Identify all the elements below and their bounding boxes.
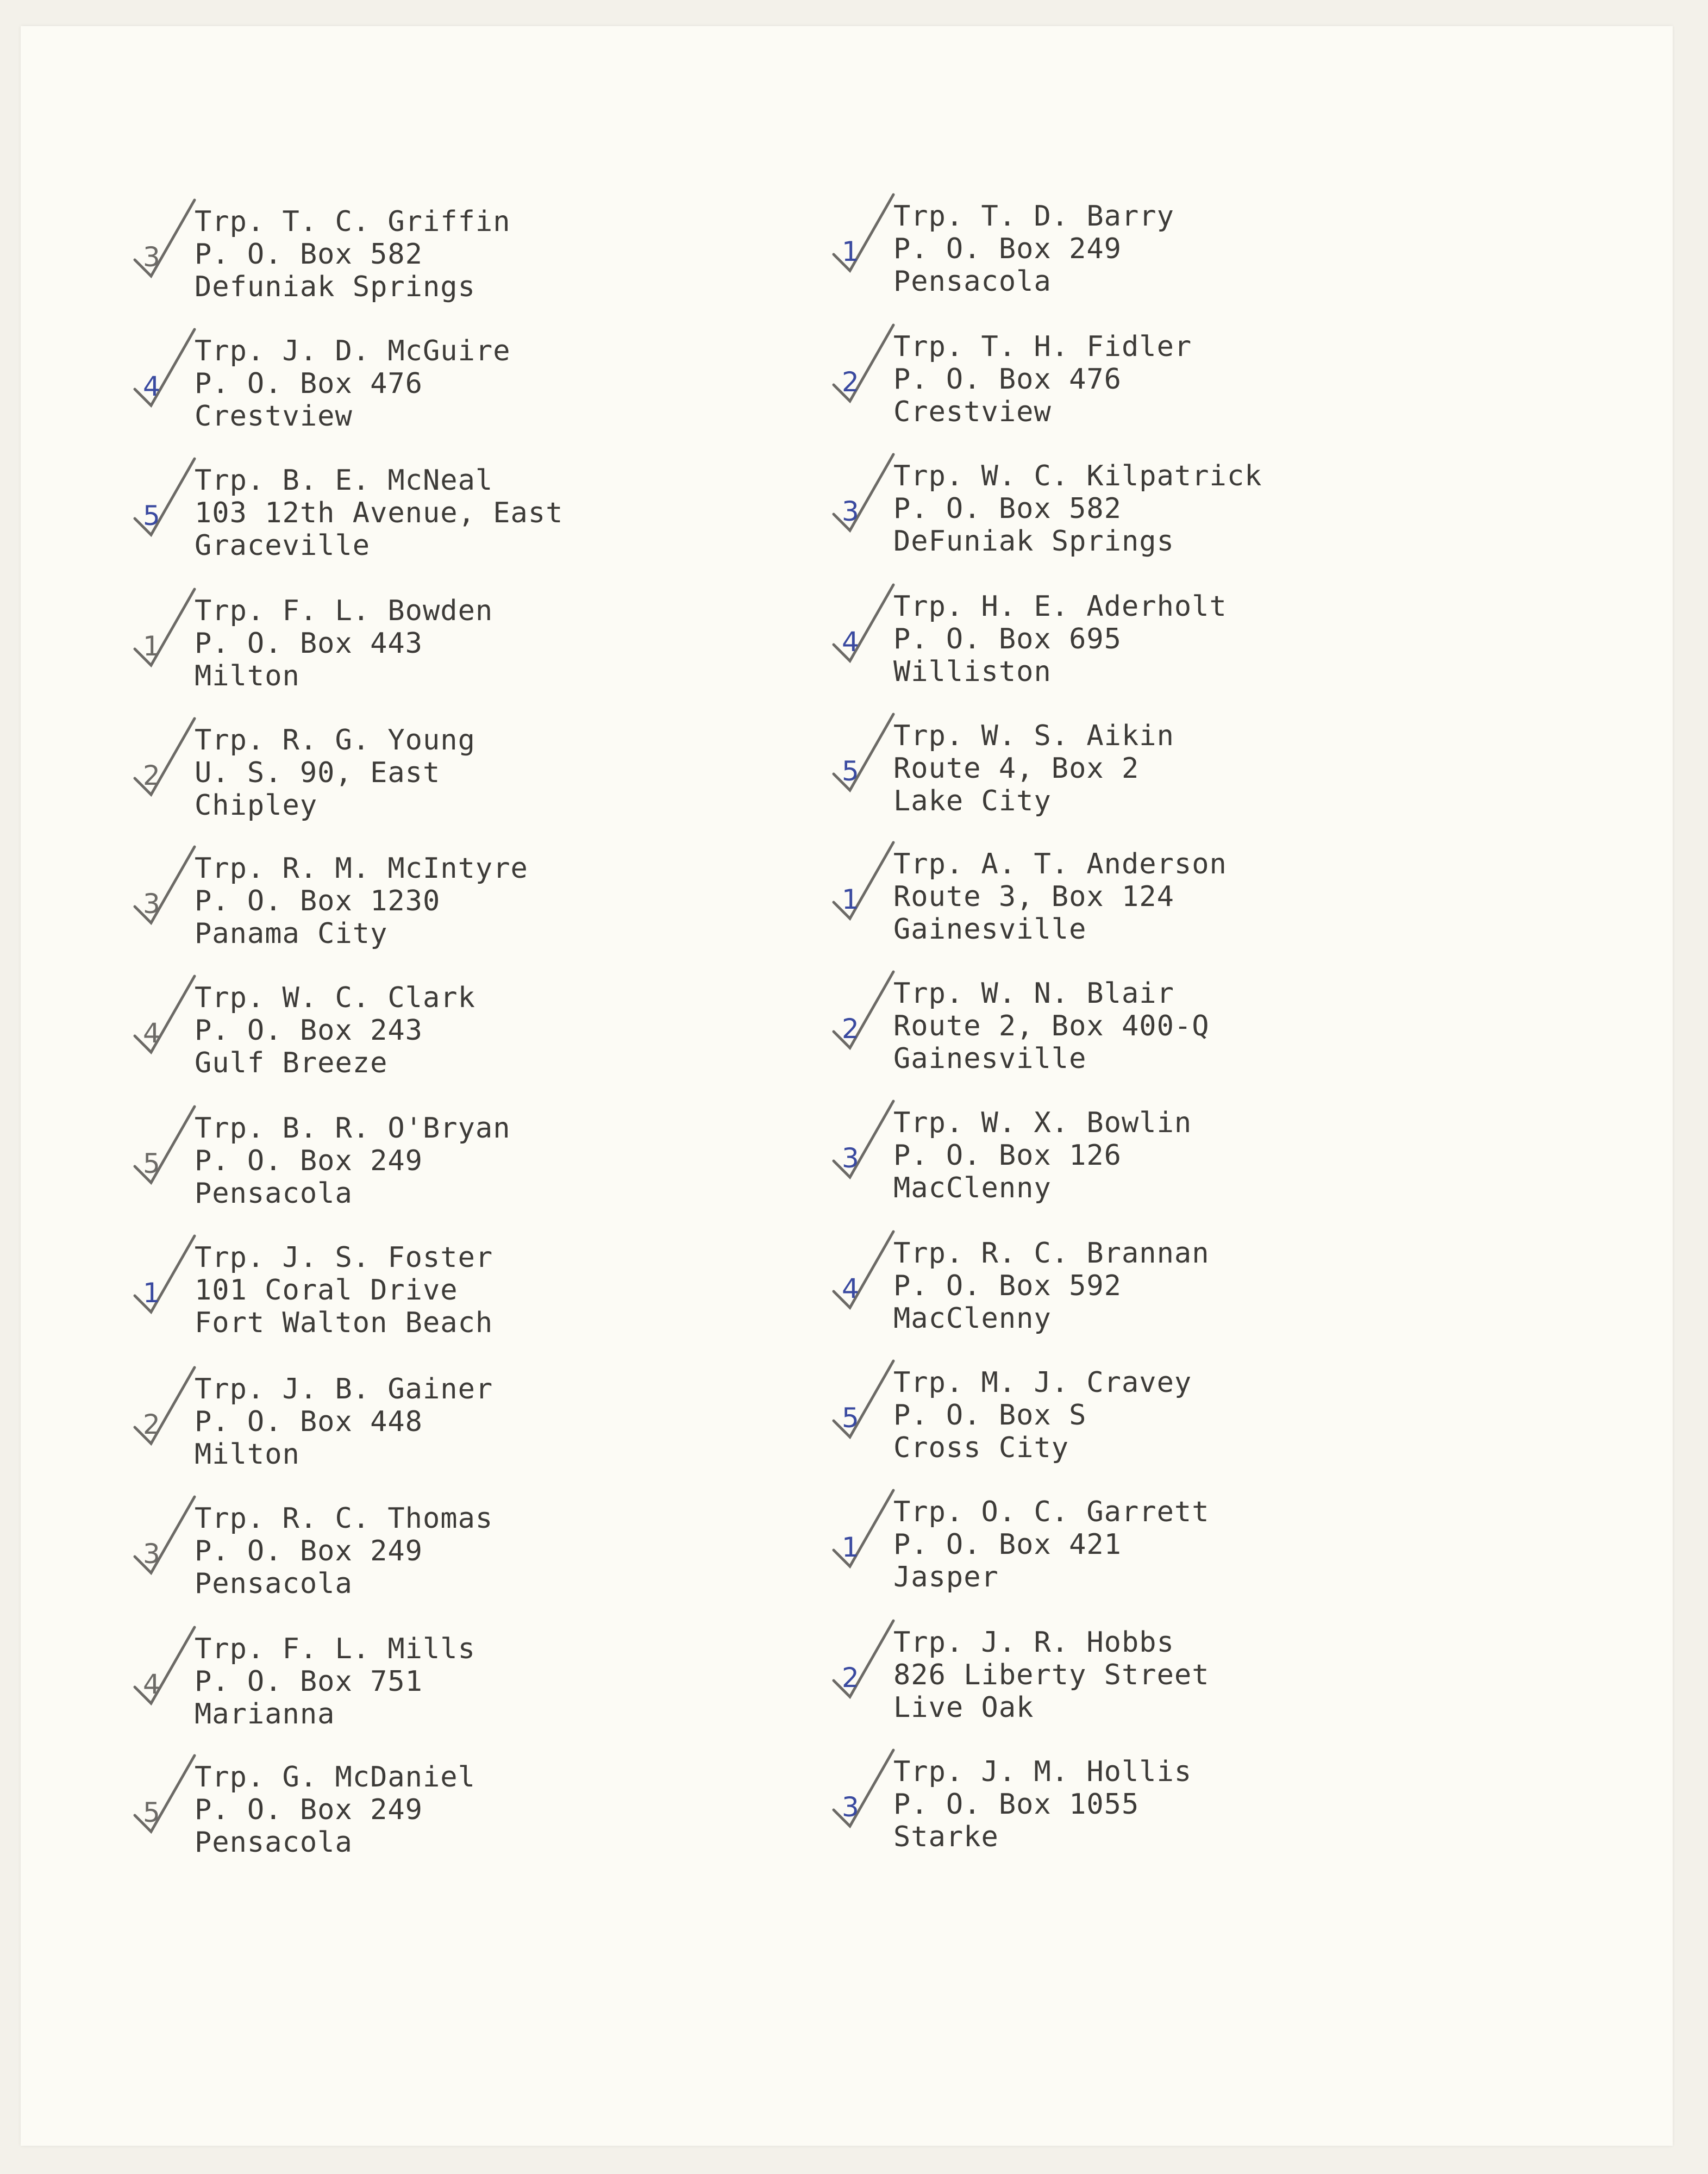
address-entry: [143, 595, 847, 692]
handwritten-number: 4: [143, 1017, 160, 1049]
entry-city: Milton: [195, 1438, 300, 1471]
entry-name: Trp. R. M. McIntyre: [195, 852, 528, 885]
entry-name: Trp. R. G. Young: [195, 724, 476, 757]
address-entry: [842, 460, 1546, 558]
entry-address: P. O. Box 476: [893, 363, 1122, 396]
handwritten-number: 3: [143, 1538, 160, 1570]
address-entry: [842, 1237, 1546, 1335]
address-entry: [143, 205, 847, 303]
address-entry: [143, 335, 847, 433]
entry-name: Trp. T. H. Fidler: [893, 330, 1192, 363]
address-entry: [143, 1502, 847, 1600]
handwritten-number: 3: [842, 1142, 859, 1174]
entry-city: DeFuniak Springs: [893, 525, 1174, 558]
entry-city: Live Oak: [893, 1691, 1034, 1724]
entry-address: P. O. Box 443: [195, 627, 423, 660]
entry-city: MacClenny: [893, 1172, 1052, 1204]
entry-city: Pensacola: [195, 1567, 353, 1600]
entry-city: MacClenny: [893, 1302, 1052, 1335]
handwritten-number: 4: [842, 1273, 859, 1304]
entry-city: Gulf Breeze: [195, 1047, 388, 1079]
handwritten-number: 3: [143, 241, 160, 273]
entry-name: Trp. R. C. Brannan: [893, 1237, 1210, 1270]
entry-address: P. O. Box 476: [195, 367, 423, 400]
address-entry: [842, 1756, 1546, 1853]
entry-address: P. O. Box 751: [195, 1665, 423, 1698]
entry-address: U. S. 90, East: [195, 757, 441, 789]
entry-address: P. O. Box 1230: [195, 885, 441, 917]
address-entry: [842, 1626, 1546, 1724]
address-entry: [143, 982, 847, 1079]
entry-name: Trp. F. L. Bowden: [195, 595, 493, 627]
handwritten-number: 1: [842, 236, 859, 267]
handwritten-number: 3: [842, 496, 859, 527]
entry-city: Jasper: [893, 1561, 999, 1594]
address-entry: [143, 1761, 847, 1859]
address-entry: [842, 1496, 1546, 1594]
entry-city: Graceville: [195, 529, 371, 562]
entry-address: P. O. Box 421: [893, 1528, 1122, 1561]
handwritten-number: 5: [143, 1148, 160, 1179]
entry-address: Route 2, Box 400-Q: [893, 1010, 1210, 1042]
address-entry: [842, 590, 1546, 688]
entry-city: Pensacola: [195, 1826, 353, 1859]
entry-address: 826 Liberty Street: [893, 1659, 1210, 1691]
entry-address: P. O. Box 126: [893, 1139, 1122, 1172]
address-entry: [842, 977, 1546, 1075]
entry-name: Trp. W. C. Kilpatrick: [893, 460, 1262, 492]
handwritten-number: 1: [143, 1277, 160, 1309]
entry-address: 101 Coral Drive: [195, 1274, 458, 1307]
entry-address: P. O. Box 592: [893, 1270, 1122, 1302]
entry-address: Route 4, Box 2: [893, 752, 1140, 785]
entry-city: Cross City: [893, 1432, 1069, 1464]
handwritten-number: 2: [842, 1013, 859, 1045]
entry-city: Crestview: [195, 400, 353, 433]
handwritten-number: 1: [143, 630, 160, 662]
entry-name: Trp. W. N. Blair: [893, 977, 1174, 1010]
entry-city: Defuniak Springs: [195, 271, 476, 303]
entry-address: 103 12th Avenue, East: [195, 497, 564, 529]
entry-address: P. O. Box 1055: [893, 1788, 1140, 1821]
entry-address: P. O. Box S: [893, 1399, 1087, 1432]
entry-city: Milton: [195, 660, 300, 692]
entry-name: Trp. O. C. Garrett: [893, 1496, 1210, 1528]
entry-name: Trp. W. X. Bowlin: [893, 1107, 1192, 1139]
document-page: [21, 26, 1673, 2146]
address-entry: [842, 200, 1546, 298]
entry-name: Trp. G. McDaniel: [195, 1761, 476, 1794]
handwritten-number: 5: [842, 755, 859, 787]
entry-address: P. O. Box 448: [195, 1405, 423, 1438]
address-entry: [143, 1633, 847, 1731]
entry-address: P. O. Box 249: [195, 1145, 423, 1177]
entry-name: Trp. J. M. Hollis: [893, 1756, 1192, 1788]
entry-address: P. O. Box 582: [893, 492, 1122, 525]
handwritten-number: 5: [143, 500, 160, 532]
entry-city: Starke: [893, 1821, 999, 1853]
entry-city: Lake City: [893, 785, 1052, 817]
entry-address: P. O. Box 249: [893, 233, 1122, 265]
entry-address: P. O. Box 243: [195, 1014, 423, 1047]
address-entry: [842, 1366, 1546, 1464]
entry-name: Trp. J. R. Hobbs: [893, 1626, 1174, 1659]
address-entry: [143, 852, 847, 950]
entry-city: Gainesville: [893, 1042, 1087, 1075]
address-entry: [143, 1373, 847, 1471]
entry-name: Trp. H. E. Aderholt: [893, 590, 1227, 623]
handwritten-number: 3: [842, 1791, 859, 1823]
handwritten-number: 1: [842, 1532, 859, 1563]
entry-city: Pensacola: [893, 265, 1052, 298]
entry-name: Trp. J. B. Gainer: [195, 1373, 493, 1405]
address-entry: [143, 1241, 847, 1339]
entry-city: Williston: [893, 655, 1052, 688]
handwritten-number: 4: [143, 371, 160, 402]
entry-name: Trp. M. J. Cravey: [893, 1366, 1192, 1399]
entry-name: Trp. B. E. McNeal: [195, 464, 493, 497]
entry-address: P. O. Box 582: [195, 238, 423, 271]
handwritten-number: 1: [842, 884, 859, 915]
handwritten-number: 3: [143, 888, 160, 920]
entry-city: Gainesville: [893, 913, 1087, 946]
handwritten-number: 2: [842, 366, 859, 398]
handwritten-number: 2: [842, 1662, 859, 1694]
entry-name: Trp. W. S. Aikin: [893, 720, 1174, 752]
entry-city: Marianna: [195, 1698, 335, 1731]
entry-address: P. O. Box 249: [195, 1535, 423, 1567]
entry-name: Trp. T. C. Griffin: [195, 205, 511, 238]
handwritten-number: 2: [143, 1409, 160, 1440]
address-entry: [143, 1112, 847, 1210]
entry-city: Fort Walton Beach: [195, 1307, 493, 1339]
entry-city: Panama City: [195, 917, 388, 950]
handwritten-number: 4: [143, 1669, 160, 1700]
address-entry: [842, 720, 1546, 817]
entry-name: Trp. J. D. McGuire: [195, 335, 511, 367]
handwritten-number: 4: [842, 626, 859, 658]
entry-name: Trp. T. D. Barry: [893, 200, 1174, 233]
handwritten-number: 5: [842, 1402, 859, 1434]
address-entry: [842, 1107, 1546, 1204]
address-entry: [842, 330, 1546, 428]
handwritten-number: 2: [143, 760, 160, 791]
entry-name: Trp. F. L. Mills: [195, 1633, 476, 1665]
entry-city: Chipley: [195, 789, 318, 822]
entry-address: P. O. Box 695: [893, 623, 1122, 655]
entry-name: Trp. B. R. O'Bryan: [195, 1112, 511, 1145]
entry-name: Trp. W. C. Clark: [195, 982, 476, 1014]
entry-city: Crestview: [893, 396, 1052, 428]
entry-address: Route 3, Box 124: [893, 880, 1174, 913]
address-entry: [842, 848, 1546, 946]
handwritten-number: 5: [143, 1797, 160, 1828]
entry-name: Trp. R. C. Thomas: [195, 1502, 493, 1535]
entry-name: Trp. J. S. Foster: [195, 1241, 493, 1274]
address-entry: [143, 724, 847, 822]
entry-name: Trp. A. T. Anderson: [893, 848, 1227, 880]
entry-address: P. O. Box 249: [195, 1794, 423, 1826]
address-entry: [143, 464, 847, 562]
entry-city: Pensacola: [195, 1177, 353, 1210]
